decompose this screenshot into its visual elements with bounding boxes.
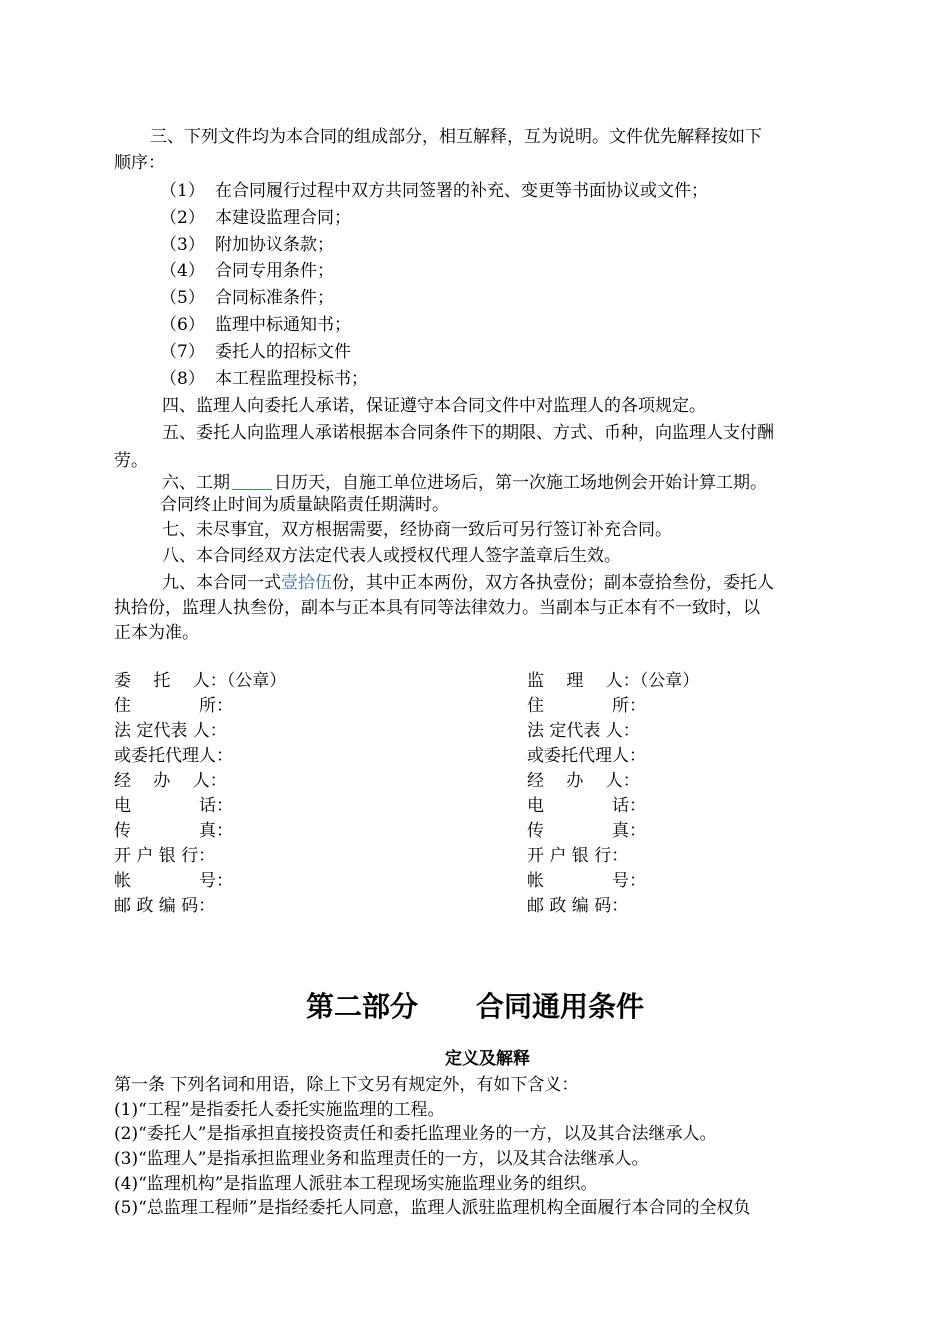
signature-field: 邮 政 编 码： — [114, 896, 216, 916]
article-8: 八、本合同经双方法定代表人或授权代理人签字盖章后生效。 — [162, 546, 621, 566]
clause-line: (4)“监理机构”是指监理人派驻本工程现场实施监理业务的组织。 — [114, 1174, 598, 1194]
copies-count-link[interactable]: 壹拾伍 — [281, 573, 332, 593]
list-item: （7） 委托人的招标文件 — [160, 342, 351, 362]
signature-field: 开 户 银 行： — [114, 846, 216, 866]
signature-field: 传 真： — [114, 821, 233, 841]
list-item: （4） 合同专用条件； — [160, 261, 334, 281]
article-3-line-2: 顺序： — [114, 153, 165, 173]
clause-line: 第一条 下列名词和用语，除上下文另有规定外，有如下含义： — [114, 1075, 579, 1095]
article-6-line-2: 合同终止时间为质量缺陷责任期满时。 — [160, 495, 449, 515]
signature-field: 监 理 人：（公章） — [527, 671, 700, 691]
signature-field: 邮 政 编 码： — [527, 896, 629, 916]
article-7: 七、未尽事宜，双方根据需要，经协商一致后可另行签订补充合同。 — [162, 520, 672, 540]
article-5-line-1: 五、委托人向监理人承诺根据本合同条件下的期限、方式、币种，向监理人支付酬 — [162, 423, 774, 443]
signature-field: 或委托代理人： — [527, 746, 646, 766]
clause-line: (2)“委托人”是指承担直接投资责任和委托监理业务的一方，以及其合法继承人。 — [114, 1124, 717, 1144]
list-item: （1） 在合同履行过程中双方共同签署的补充、变更等书面协议或文件； — [160, 181, 708, 201]
signature-field: 住 所： — [527, 696, 646, 716]
signature-field: 或委托代理人： — [114, 746, 233, 766]
signature-field: 委 托 人：（公章） — [114, 671, 287, 691]
signature-field: 传 真： — [527, 821, 646, 841]
article-9-line-1: 九、本合同一式壹拾伍份，其中正本两份，双方各执壹份；副本壹拾叁份，委托人 — [162, 573, 774, 593]
list-item: （5） 合同标准条件； — [160, 288, 334, 308]
signature-field: 经 办 人： — [527, 771, 640, 791]
article-9-line-3: 正本为准。 — [114, 623, 199, 643]
article-3-line-1: 三、下列文件均为本合同的组成部分，相互解释，互为说明。文件优先解释按如下 — [150, 127, 762, 147]
list-item: （6） 监理中标通知书； — [160, 315, 351, 335]
article-5-line-2: 劳。 — [114, 451, 148, 471]
clause-line: (5)“总监理工程师”是指经委托人同意，监理人派驻监理机构全面履行本合同的全权负 — [114, 1198, 751, 1218]
article-9-line-2: 执拾份，监理人执叁份，副本与正本具有同等法律效力。当副本与正本有不一致时，以 — [114, 598, 760, 618]
signature-field: 经 办 人： — [114, 771, 227, 791]
signature-field: 法 定代表 人： — [114, 721, 227, 741]
section-subtitle: 定义及解释 — [445, 1049, 530, 1069]
clause-line: (3)“监理人”是指承担监理业务和监理责任的一方，以及其合法继承人。 — [114, 1149, 649, 1169]
signature-field: 电 话： — [114, 796, 233, 816]
term-days-blank — [232, 473, 272, 490]
signature-field: 帐 号： — [114, 871, 233, 891]
article-6-line-1: 六、工期 日历天，自施工单位进场后，第一次施工场地例会开始计算工期。 — [162, 473, 767, 493]
list-item: （3） 附加协议条款； — [160, 235, 334, 255]
signature-field: 电 话： — [527, 796, 646, 816]
list-item: （8） 本工程监理投标书； — [160, 369, 368, 389]
article-4: 四、监理人向委托人承诺，保证遵守本合同文件中对监理人的各项规定。 — [162, 396, 706, 416]
signature-field: 法 定代表 人： — [527, 721, 640, 741]
part-2-title: 第二部分 合同通用条件 — [305, 990, 645, 1023]
signature-field: 帐 号： — [527, 871, 646, 891]
signature-field: 开 户 银 行： — [527, 846, 629, 866]
signature-field: 住 所： — [114, 696, 233, 716]
list-item: （2） 本建设监理合同； — [160, 208, 351, 228]
clause-line: (1)“工程”是指委托人委托实施监理的工程。 — [114, 1100, 445, 1120]
